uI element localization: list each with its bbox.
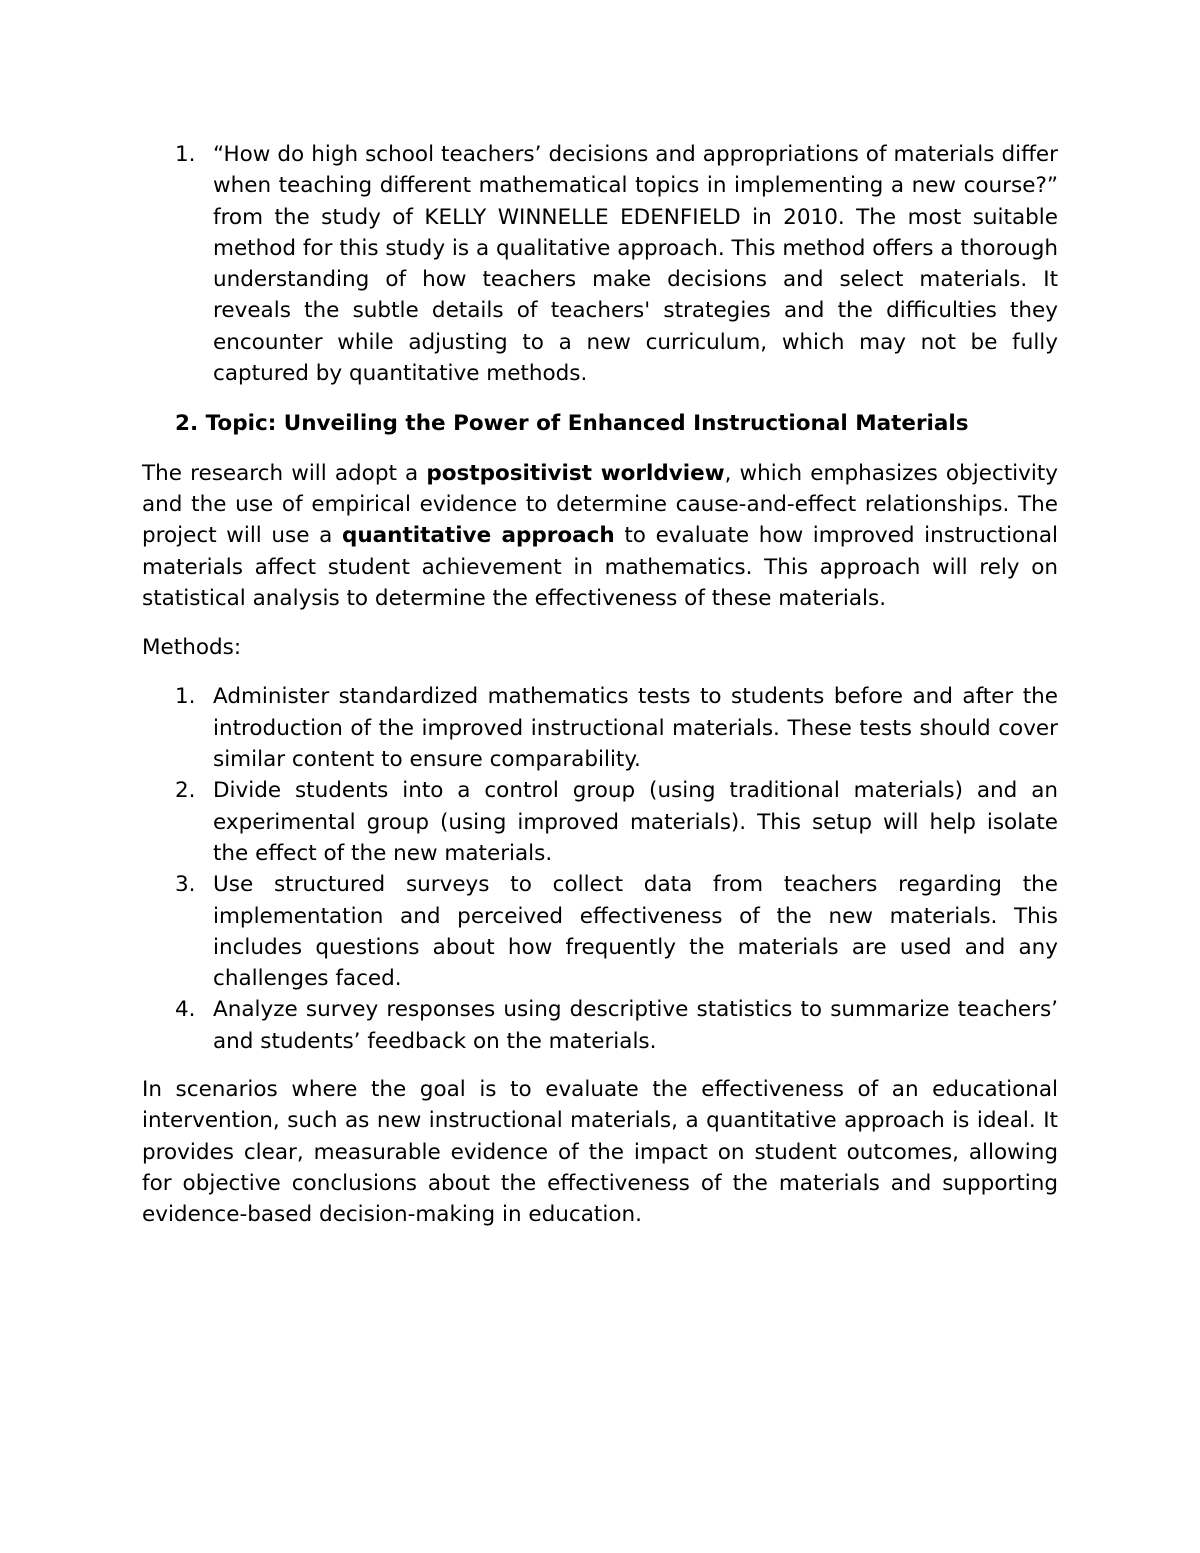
method-text: Administer standardized mathematics tests to students before and after the introduction of the improved instructional materials. These tests should cover similar content to ensure comparability. <box>213 684 1058 773</box>
list-number: 3. <box>175 872 196 898</box>
methods-list <box>142 681 1058 1057</box>
document-body <box>142 139 1058 1231</box>
section-heading: 2. Topic: Unveiling the Power of Enhanced Instructional Materials <box>175 411 969 437</box>
worldview-paragraph <box>142 458 1058 614</box>
list-item-study-question <box>142 139 1058 389</box>
paragraph-text: , which emphasizes objectivity and the use of empirical evidence to determine cause-and-effect relationships. The project will use a <box>142 460 1058 549</box>
list-number: 2. <box>175 778 196 804</box>
method-item <box>142 869 1058 994</box>
method-item <box>142 775 1058 869</box>
list-number: 1. <box>175 142 196 167</box>
method-text: Divide students into a control group (using traditional materials) and an experimental group (using improved materials). This setup will help isolate the effect of the new materials. <box>213 778 1058 866</box>
paragraph-text: to evaluate how improved instructional materials affect student achievement in mathematics. This approach will rely on statistical analysis to determine the effectiveness of these materials. <box>142 523 1058 611</box>
list-item-text: “How do high school teachers’ decisions and appropriations of materials differ when teaching different mathematical topics in implementing a new course?” from the study of KELLY WINNELLE EDENFIELD in 2010. The most suitable method for this study is a qualitative approach. This method offers a thorough understanding of how teachers make decisions and select materials. It reveals the subtle details of teachers' strategies and the difficulties they encounter while adjusting to a new curriculum, which may not be fully captured by quantitative methods. <box>213 142 1058 387</box>
method-item <box>142 681 1058 775</box>
bold-term-approach: quantitative approach <box>341 523 615 549</box>
method-text: Analyze survey responses using descriptive statistics to summarize teachers’ and students’ feedback on the materials. <box>213 997 1058 1054</box>
paragraph-text: The research will adopt a <box>142 460 427 486</box>
closing-paragraph: In scenarios where the goal is to evaluate the effectiveness of an educational intervention, such as new instructional materials, a quantitative approach is ideal. It provides clear, measurable evidence of the impact on student outcomes, allowing for objective conclusions about the effectiveness of the materials and supporting evidence-based decision-making in education. <box>142 1077 1058 1228</box>
method-text: Use structured surveys to collect data from teachers regarding the implementation and perceived effectiveness of the new materials. This includes questions about how frequently the materials are used and any challenges faced. <box>213 872 1058 992</box>
methods-label: Methods: <box>142 635 242 661</box>
list-number: 1. <box>175 684 196 710</box>
bold-term-worldview: postpositivist worldview <box>426 460 725 486</box>
list-number: 4. <box>175 997 196 1023</box>
method-item <box>142 994 1058 1057</box>
